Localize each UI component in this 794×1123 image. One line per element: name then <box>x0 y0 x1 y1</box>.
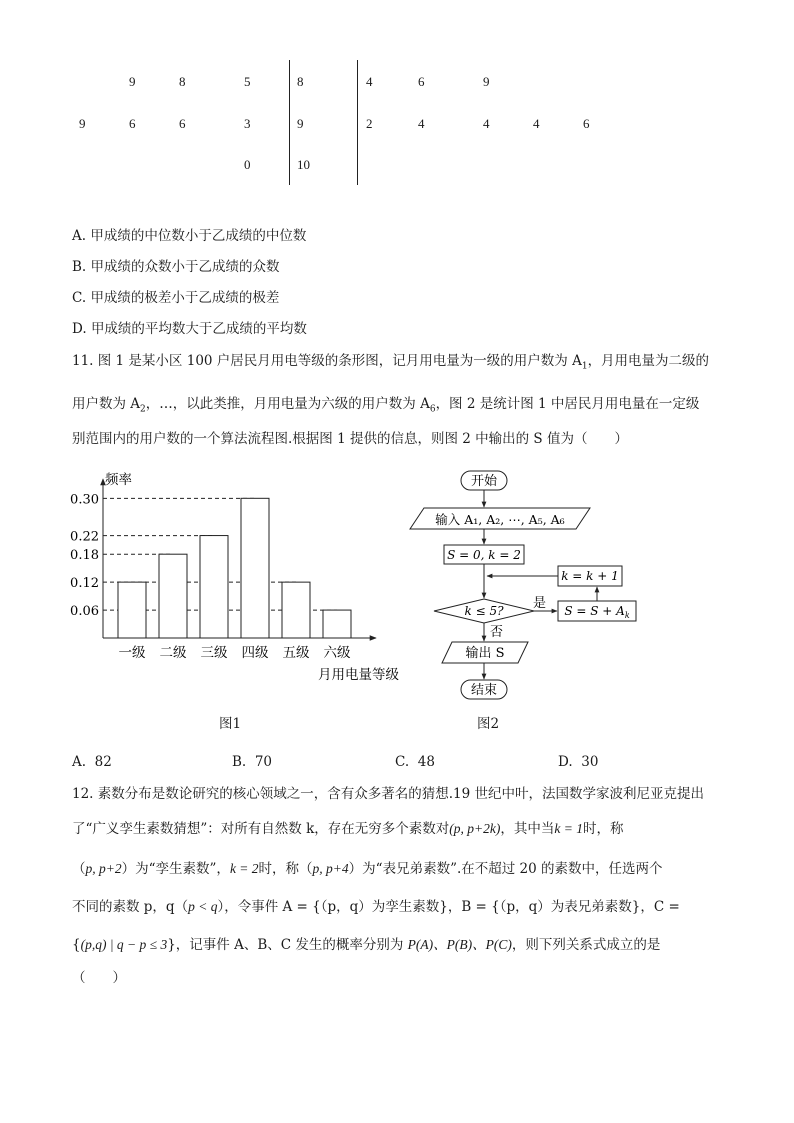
q12-line-2 <box>72 822 623 837</box>
math: k = 1 <box>554 821 583 836</box>
text: ）为“孪生素数”， <box>121 861 230 877</box>
leaf-right: 6 <box>418 74 425 89</box>
stem: 9 <box>297 116 304 131</box>
math: p < q <box>188 899 218 914</box>
leaf-right: 6 <box>583 116 590 131</box>
text: ，月用电量为二级的 <box>587 353 710 369</box>
x-tick-label: 二级 <box>159 645 187 661</box>
leaf-left: 8 <box>179 74 186 89</box>
math: p, p+4 <box>312 861 349 876</box>
flow-init-label: S = 0, k = 2 <box>447 548 521 562</box>
math: P(A)、P(B)、P(C) <box>407 937 512 952</box>
flow-output-label: 输出 S <box>465 646 505 661</box>
figure-2-caption: 图2 <box>477 716 500 732</box>
figure-1-caption: 图1 <box>219 716 242 732</box>
leaf-right: 4 <box>533 116 540 131</box>
leaf-left: 9 <box>129 74 136 89</box>
option-text: 甲成绩的众数小于乙成绩的众数 <box>90 259 280 275</box>
q11-line-2 <box>72 398 699 415</box>
math: p, p+2 <box>85 861 122 876</box>
y-tick-label: 0.12 <box>70 576 99 592</box>
text: 不同的素数 p，q（ <box>72 899 189 915</box>
option-letter: A. <box>72 754 87 770</box>
leaf-left: 0 <box>244 157 251 172</box>
q12-line-4 <box>72 900 680 915</box>
q11-line-1 <box>72 355 709 372</box>
option-text: 70 <box>254 754 272 770</box>
subscript: 1 <box>581 361 588 372</box>
x-tick-label: 五级 <box>282 645 310 661</box>
option-letter: D. <box>72 321 87 337</box>
q10-option-b[interactable] <box>72 255 280 275</box>
option-letter: C. <box>72 290 87 306</box>
leaf-right: 4 <box>366 74 373 89</box>
x-axis-label: 月用电量等级 <box>318 667 399 683</box>
option-text: 48 <box>417 754 435 770</box>
option-text: 甲成绩的平均数大于乙成绩的平均数 <box>90 321 307 337</box>
leaf-left: 5 <box>244 74 251 89</box>
bar <box>323 610 351 638</box>
bar <box>241 498 269 638</box>
option-letter: D. <box>558 754 573 770</box>
text: { <box>72 937 81 953</box>
text: 了“广义孪生素数猜想”：对所有自然数 k，存在无穷多个素数对 <box>72 821 450 837</box>
text: ，其中当 <box>500 821 555 837</box>
q12-answer-paren: （ ） <box>72 970 126 986</box>
option-text: 82 <box>94 754 112 770</box>
leaf-right: 9 <box>483 74 490 89</box>
flow-no-label: 否 <box>490 625 504 640</box>
q12-line-5 <box>72 938 660 953</box>
subscript: 6 <box>429 404 436 415</box>
text: ），令事件 A = {（p，q）为孪生素数}，B = {（p，q）为表兄弟素数}，C = <box>217 899 680 915</box>
q10-option-a[interactable] <box>72 224 306 244</box>
stem: 8 <box>297 74 304 89</box>
leaf-right: 4 <box>418 116 425 131</box>
q11-option-d[interactable] <box>558 754 598 770</box>
option-letter: A. <box>72 228 87 244</box>
y-axis-label: 频率 <box>105 472 132 488</box>
q12-line-3 <box>72 862 663 877</box>
text: ，…，以此类推，月用电量为六级的用户数为 A <box>145 396 430 412</box>
text: 时，称（ <box>258 861 313 877</box>
q10-option-c[interactable] <box>72 286 279 306</box>
leaf-left: 9 <box>79 116 86 131</box>
bar <box>200 536 228 638</box>
option-text: 甲成绩的中位数小于乙成绩的中位数 <box>90 228 307 244</box>
q12-line-1: 12. 素数分布是数论研究的核心领域之一，含有众多著名的猜想.19 世纪中叶，法国数学家波利尼亚克提出 <box>72 786 705 802</box>
q11-option-c[interactable] <box>395 754 435 770</box>
flow-accumulate-label: $S = S + A_k$ <box>564 604 630 620</box>
option-letter: B. <box>232 754 247 770</box>
leaf-left: 3 <box>244 116 251 131</box>
option-text: 30 <box>581 754 599 770</box>
q11-option-b[interactable] <box>232 754 272 770</box>
stem: 10 <box>297 157 310 172</box>
bar-chart <box>60 465 400 695</box>
x-tick-label: 六级 <box>323 645 351 661</box>
math: (p, p+2k) <box>449 821 501 836</box>
text: 用户数为 A <box>72 396 141 412</box>
option-text: 甲成绩的极差小于乙成绩的极差 <box>90 290 280 306</box>
bar <box>159 554 187 638</box>
text: ，图 2 是统计图 1 中居民月用电量在一定级 <box>435 396 700 412</box>
flow-end-label: 结束 <box>470 683 498 698</box>
q11-line-3: 别范围内的用户数的一个算法流程图.根据图 1 提供的信息，则图 2 中输出的 S 值为（ ） <box>72 431 628 447</box>
bar <box>118 582 146 638</box>
flow-start-label: 开始 <box>470 474 498 489</box>
text: 11. 图 1 是某小区 100 户居民月用电等级的条形图，记月用电量为一级的用户数为 A <box>72 353 582 369</box>
stem-divider-right <box>357 60 358 185</box>
flow-input-label: 输入 A₁, A₂, ⋯, A₅, A₆ <box>435 512 565 527</box>
text: 时，称 <box>582 821 624 837</box>
y-tick-label: 0.18 <box>70 548 99 564</box>
x-tick-label: 一级 <box>118 645 146 661</box>
text: （ <box>72 861 86 877</box>
leaf-left: 6 <box>179 116 186 131</box>
q11-option-a[interactable] <box>72 754 112 770</box>
q10-option-d[interactable] <box>72 317 307 337</box>
leaf-right: 2 <box>366 116 373 131</box>
text: ，则下列关系式成立的是 <box>511 937 661 953</box>
leaf-left: 6 <box>129 116 136 131</box>
x-tick-label: 四级 <box>241 645 269 661</box>
option-letter: C. <box>395 754 410 770</box>
bar <box>282 582 310 638</box>
flow-yes-label: 是 <box>533 596 547 611</box>
y-tick-label: 0.22 <box>70 529 99 545</box>
subscript: 2 <box>140 404 146 415</box>
leaf-right: 4 <box>483 116 490 131</box>
text: }，记事件 A、B、C 发生的概率分别为 <box>167 937 408 953</box>
stem-divider-left <box>289 60 290 185</box>
option-letter: B. <box>72 259 87 275</box>
flow-decision-label: k ≤ 5? <box>464 604 504 618</box>
y-tick-label: 0.06 <box>70 604 99 620</box>
y-tick-label: 0.30 <box>70 492 99 508</box>
x-tick-label: 三级 <box>200 645 228 661</box>
text: ）为“表兄弟素数”.在不超过 20 的素数中，任选两个 <box>348 861 663 877</box>
flow-increment-label: k = k + 1 <box>561 569 619 583</box>
math: (p,q) | q − p ≤ 3 <box>80 937 168 952</box>
flowchart <box>400 465 660 705</box>
math: k = 2 <box>229 861 259 876</box>
